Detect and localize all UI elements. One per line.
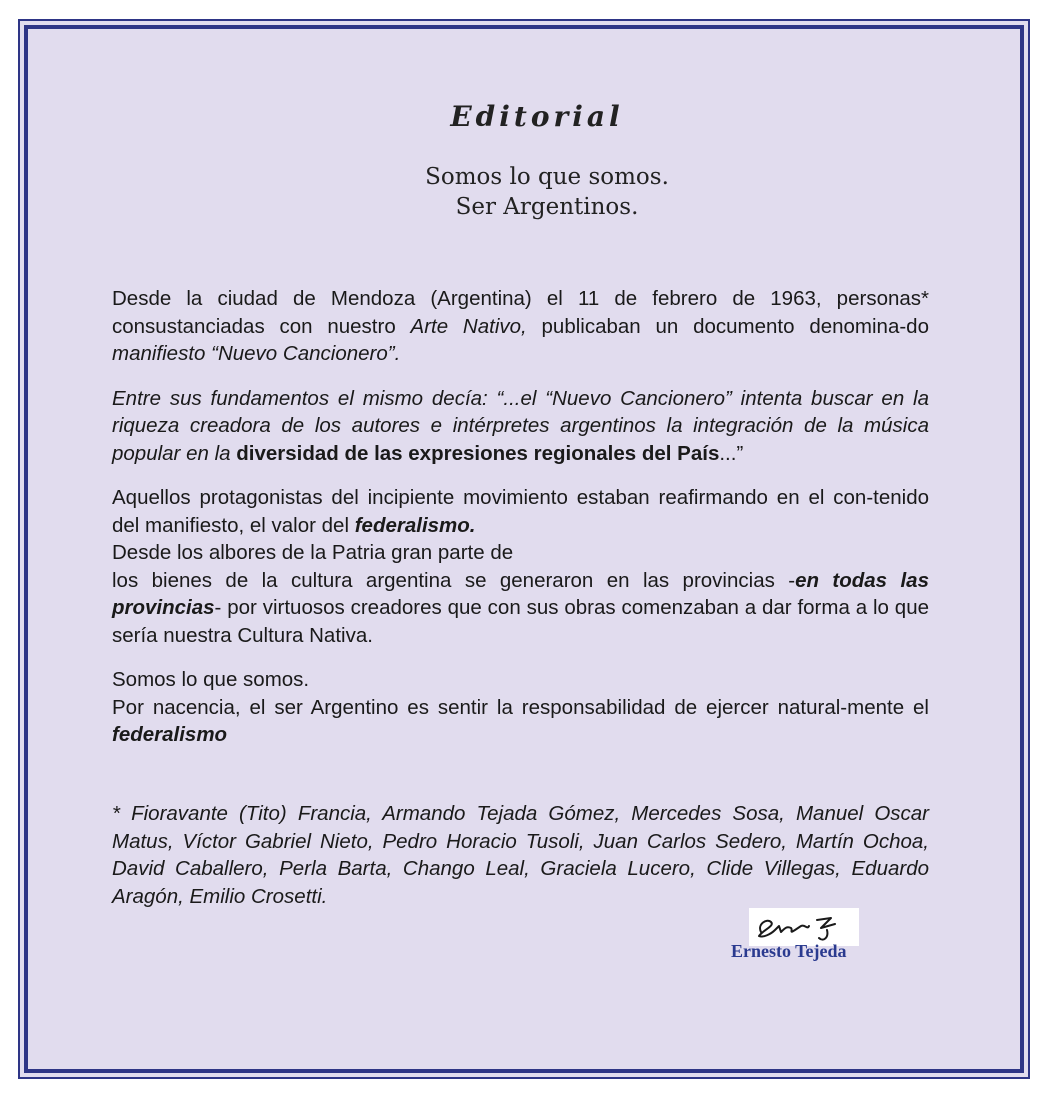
- subtitle-line-2: Ser Argentinos.: [455, 194, 639, 220]
- paragraph-2-bold-phrase: diversidad de las expresiones regionales del País: [236, 441, 720, 465]
- paragraph-4: [112, 539, 929, 649]
- editorial-body: [112, 285, 929, 766]
- editorial-subtitle: [0, 162, 1054, 222]
- paragraph-1: [112, 285, 929, 368]
- paragraph-3-bold-federalismo: federalismo.: [354, 513, 476, 537]
- paragraph-4-bold-todas-provincias: en todas las provincias: [112, 568, 929, 619]
- footnote: * Fioravante (Tito) Francia, Armando Tejada Gómez, Mercedes Sosa, Manuel Oscar Matus, Víctor Gabriel Nieto, Pedro Horacio Tusoli, Juan Carlos Sedero, Martín Ochoa, David Caballero, Perla Barta, Chango Leal, Graciela Lucero, Clide Villegas, Eduardo Aragón, Emilio Crosetti.: [112, 802, 929, 908]
- paragraph-5: [112, 666, 929, 749]
- paragraph-1-text-cont: publicaban un documento denomina-do: [526, 314, 929, 338]
- paragraph-1-text: Desde la ciudad de Mendoza (Argentina) el 11 de febrero de 1963, personas* consustanciadas con nuestro: [112, 287, 929, 338]
- paragraph-5-line-1: Somos lo que somos.: [112, 668, 310, 691]
- paragraph-2-quote-end: ...”: [719, 441, 744, 465]
- paragraph-3: [112, 484, 929, 539]
- paragraph-3-text: Aquellos protagonistas del incipiente movimiento estaban reafirmando en el con-tenido del manifiesto, el valor del: [112, 486, 929, 537]
- paragraph-4-indented-line: Desde los albores de la Patria gran parte de: [112, 541, 514, 564]
- paragraph-5-text: Por nacencia, el ser Argentino es sentir la responsabilidad de ejercer natural-mente el: [112, 695, 929, 719]
- paragraph-1-emphasis-manifiesto: manifiesto “Nuevo Cancionero”.: [112, 342, 401, 365]
- paragraph-5-bold-federalismo: federalismo: [112, 723, 228, 746]
- paragraph-2-quote: Entre sus fundamentos el mismo decía: “...el “Nuevo Cancionero” intenta buscar en la riqueza creadora de los autores e intérpretes argentinos la integración de la música popular en la: [112, 386, 929, 465]
- paragraph-4-text: los bienes de la cultura argentina se generaron en las provincias -: [112, 568, 796, 592]
- editorial-title: Editorial: [450, 100, 624, 133]
- signature-name: Ernesto Tejeda: [731, 941, 847, 961]
- paragraph-1-emphasis-arte-nativo: Arte Nativo,: [410, 314, 527, 338]
- paragraph-2: [112, 385, 929, 468]
- paragraph-4-text-cont: - por virtuosos creadores que con sus obras comenzaban a dar forma a lo que sería nuestra Cultura Nativa.: [112, 596, 929, 647]
- subtitle-line-1: Somos lo que somos.: [425, 164, 669, 190]
